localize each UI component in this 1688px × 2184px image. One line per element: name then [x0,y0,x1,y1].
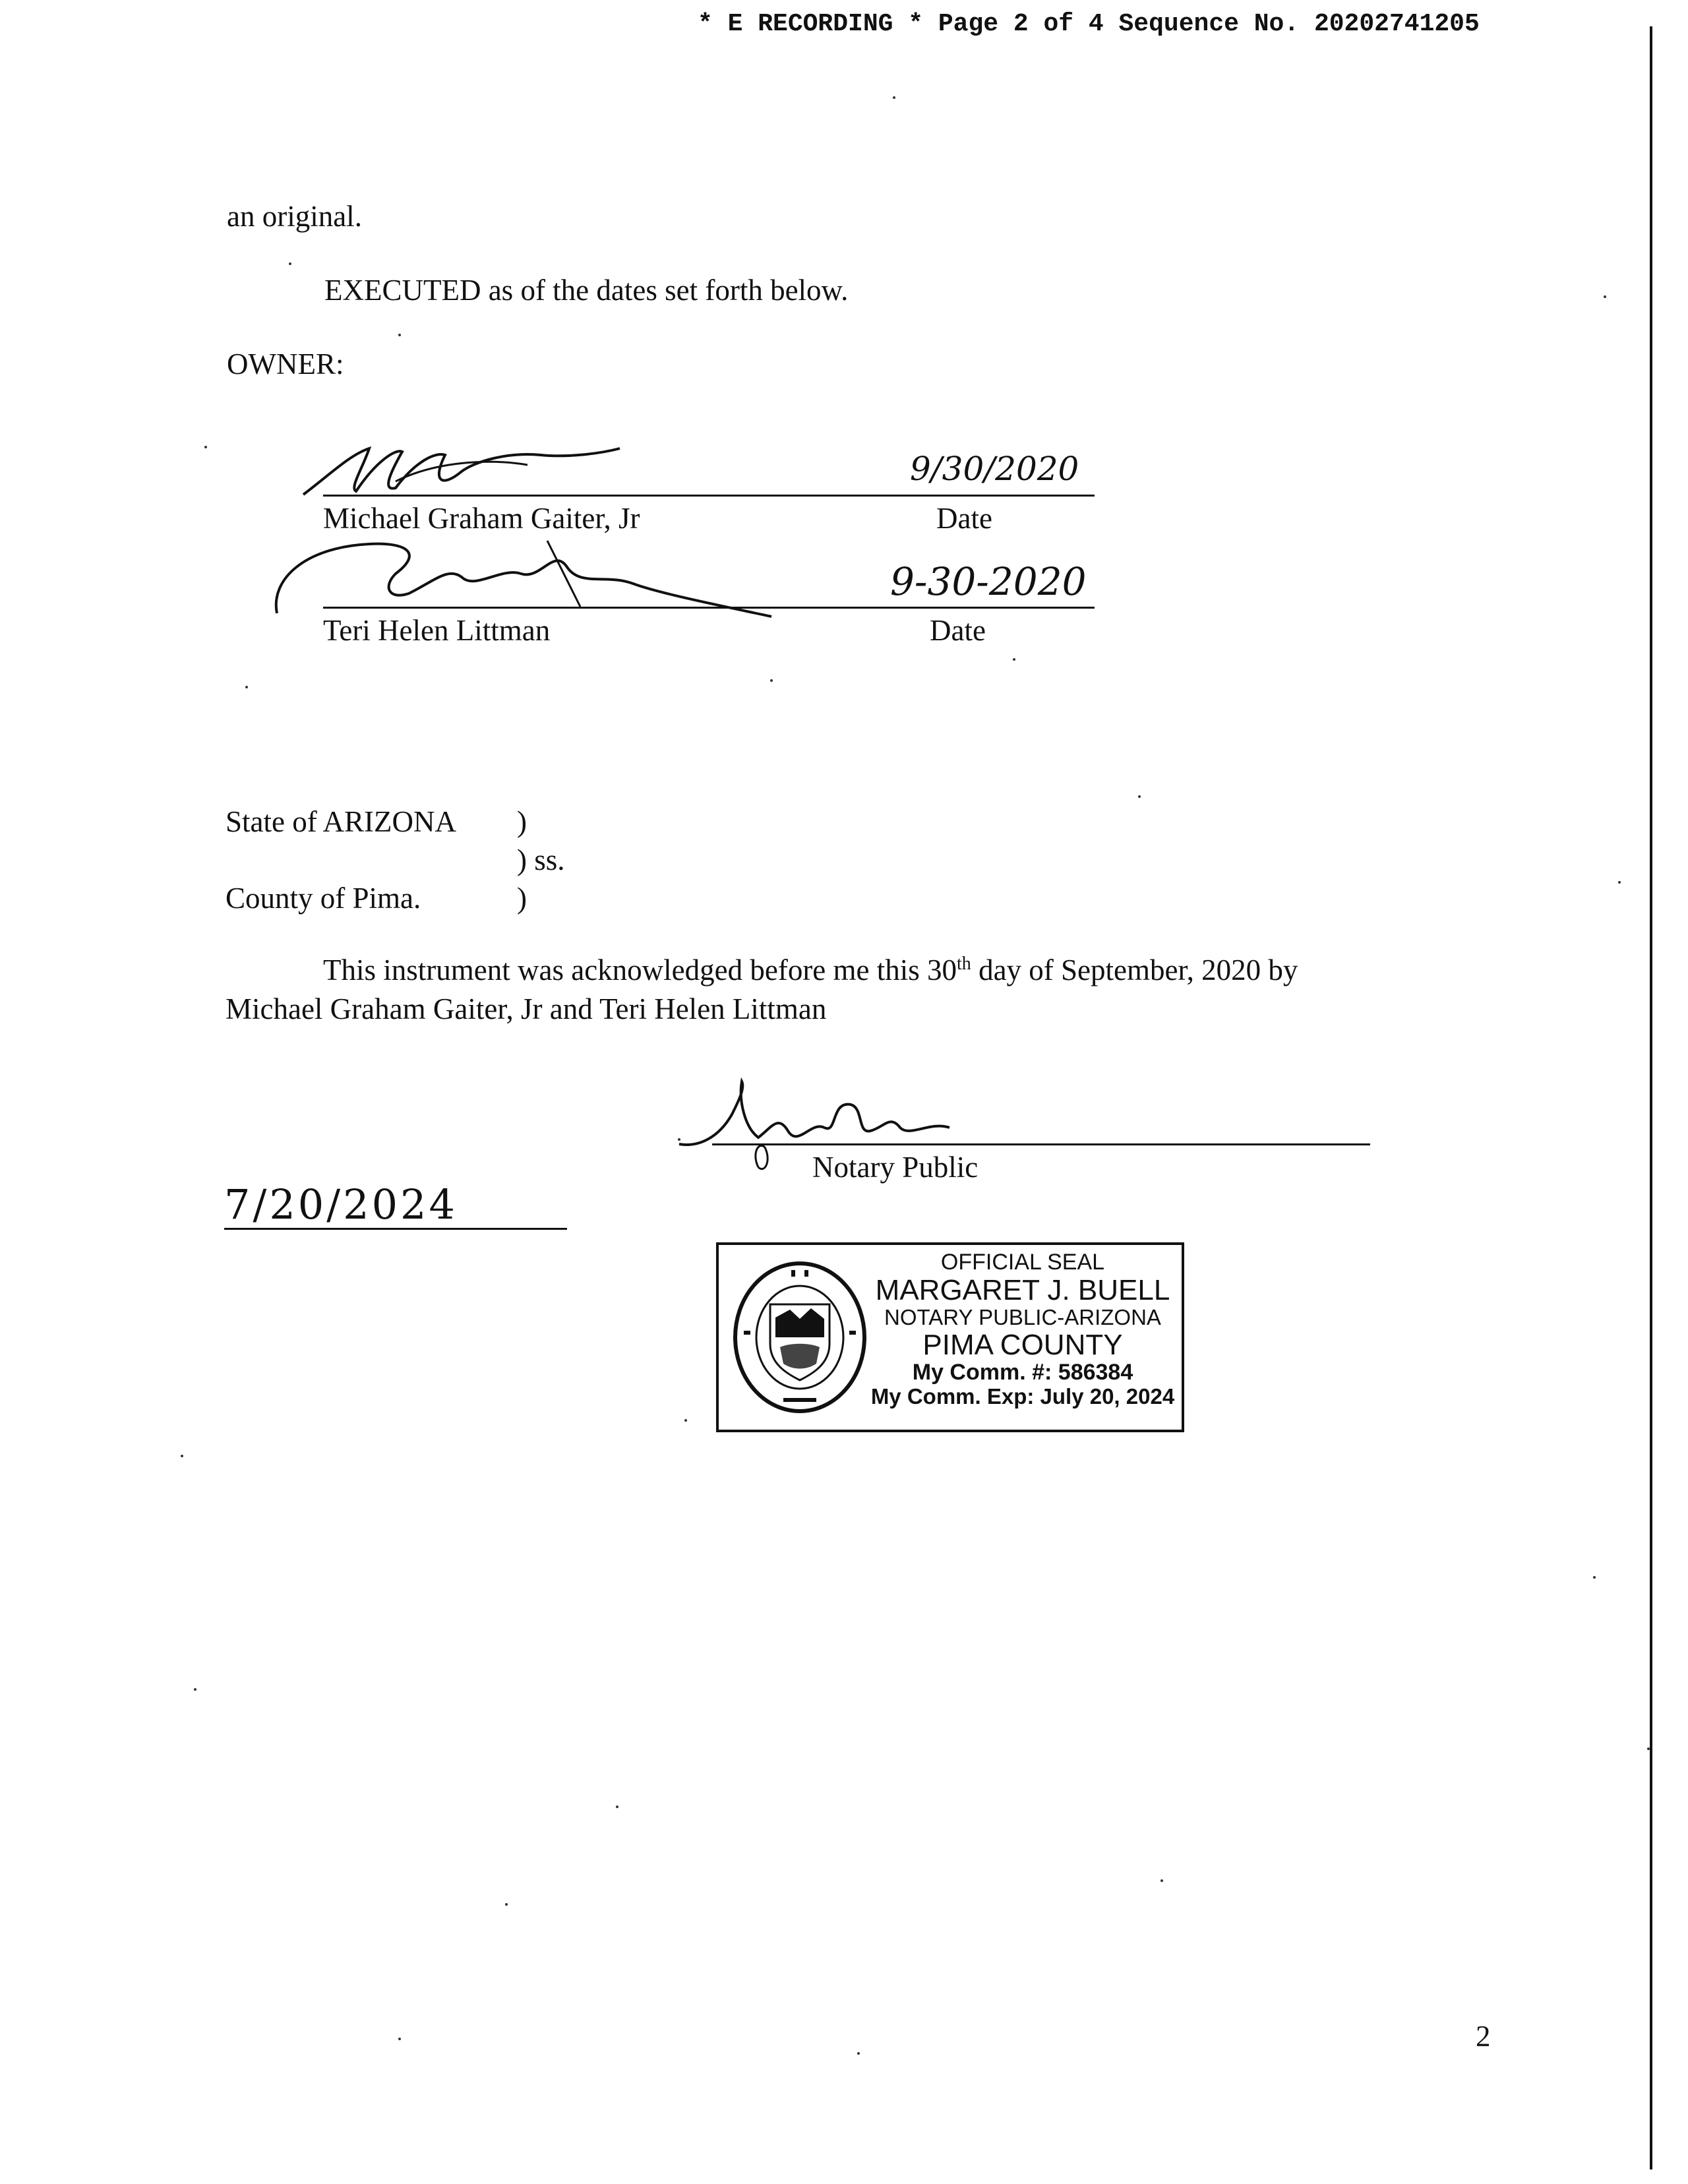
acknowledgment-line-1: This instrument was acknowledged before me this 30th day of September, 2020 by [323,954,1298,986]
scan-speck [1647,1747,1650,1750]
seal-line-commission-number: My Comm. #: 586384 [912,1360,1133,1385]
scan-edge-line [1650,26,1652,2169]
notary-public-label: Notary Public [812,1151,979,1184]
venue-ss: ) ss. [517,843,565,876]
seal-line-title: NOTARY PUBLIC-ARIZONA [884,1305,1161,1330]
venue-state: State of ARIZONA [226,805,456,838]
venue-paren-1: ) [517,805,527,838]
seal-line-name: MARGARET J. BUELL [875,1273,1170,1306]
scan-speck [616,1805,618,1808]
scan-speck [1593,1576,1596,1579]
scan-speck [245,686,248,688]
signer2-date-label: Date [930,614,986,647]
seal-text-block [870,1250,1175,1409]
scan-speck [1138,795,1141,798]
signer1-date-handwritten: 9/30/2020 [910,450,1079,488]
notary-date-line [224,1228,567,1230]
scan-speck [684,1419,687,1422]
venue-paren-3: ) [517,882,527,915]
scan-speck [505,1903,508,1906]
seal-line-official: OFFICIAL SEAL [940,1250,1105,1275]
scan-speck [1013,658,1015,661]
scan-speck [181,1455,183,1457]
notary-seal-stamp [716,1242,1184,1432]
signer2-name: Teri Helen Littman [323,614,551,647]
signer1-name: Michael Graham Gaiter, Jr [323,502,640,535]
signer1-date-label: Date [936,502,992,535]
notary-handwritten-date: 7/20/2024 [224,1180,458,1228]
notary-signature-line [712,1143,1370,1145]
scan-speck [857,2052,860,2055]
signature-line-2 [323,607,1095,609]
scan-speck [194,1688,196,1691]
scan-speck [678,1138,680,1141]
venue-county: County of Pima. [226,882,421,915]
owner-signature-1 [290,435,633,508]
scan-speck [398,334,401,336]
scan-speck [1160,1879,1163,1882]
scan-speck [770,679,773,682]
acknowledgment-line-2: Michael Graham Gaiter, Jr and Teri Helen Littman [226,992,827,1025]
scan-speck [1604,295,1606,298]
signer2-date-handwritten: 9-30-2020 [890,559,1087,604]
seal-line-commission-expiry: My Comm. Exp: July 20, 2024 [870,1384,1175,1409]
scan-speck [289,262,291,265]
owner-label: OWNER: [227,348,344,380]
scan-speck [398,2038,401,2040]
owner-signature-2 [264,528,804,626]
scan-speck [204,446,207,448]
arizona-state-seal-emblem [731,1258,869,1416]
page-number: 2 [1476,2020,1491,2053]
executed-text: EXECUTED as of the dates set forth below. [324,274,849,307]
scan-speck [893,96,895,99]
seal-line-county: PIMA COUNTY [922,1328,1123,1361]
scan-speck [1618,881,1621,884]
recording-header: * E RECORDING * Page 2 of 4 Sequence No. 20202741205 [698,10,1480,38]
continuation-text: an original. [227,200,362,233]
signature-line-1 [323,495,1095,497]
